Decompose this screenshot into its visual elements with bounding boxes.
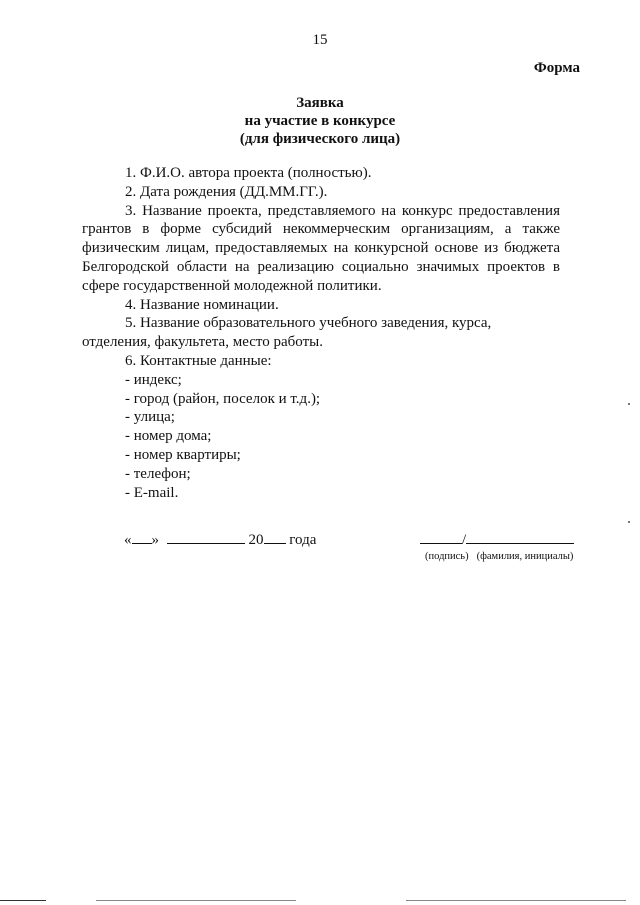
contact-street: - улица; bbox=[125, 409, 175, 426]
date-line bbox=[124, 531, 316, 549]
item-full-name: 1. Ф.И.О. автора проекта (полностью). bbox=[125, 165, 372, 181]
name-blank bbox=[466, 531, 574, 544]
scan-speck bbox=[628, 521, 630, 523]
item-birth-date: 2. Дата рождения (ДД.ММ.ГГ.). bbox=[125, 183, 328, 200]
item-nomination: 4. Название номинации. bbox=[125, 296, 279, 313]
date-close-quote: » bbox=[151, 532, 159, 548]
title-line-2: на участие в конкурсе bbox=[244, 113, 396, 129]
year-suffix: года bbox=[289, 532, 317, 548]
contact-city: - город (район, поселок и т.д.); bbox=[125, 390, 321, 407]
signature-blank bbox=[420, 531, 462, 544]
scan-edge-mark bbox=[0, 900, 46, 901]
contact-index: - индекс; bbox=[125, 371, 182, 388]
item-education-work: 5. Название образовательного учебного заведения, курса, отделения, факультета, место работы. bbox=[82, 315, 492, 351]
contact-phone: - телефон; bbox=[125, 465, 191, 482]
title-line-3: (для физического лица) bbox=[239, 131, 401, 147]
item-contacts: 6. Контактные данные: bbox=[125, 352, 272, 369]
date-open-quote: « bbox=[124, 532, 132, 548]
signature-line bbox=[420, 531, 574, 549]
scan-edge-mark bbox=[406, 900, 626, 901]
contact-email: - E-mail. bbox=[125, 484, 179, 501]
contact-house: - номер дома; bbox=[125, 428, 212, 445]
contact-apartment: - номер квартиры; bbox=[125, 446, 241, 463]
year-prefix: 20 bbox=[248, 532, 264, 548]
application-body bbox=[82, 164, 560, 502]
month-blank bbox=[167, 531, 245, 544]
title-line-1: Заявка bbox=[296, 95, 344, 111]
signature-caption bbox=[425, 551, 573, 562]
caption-signature: (подпись) bbox=[425, 551, 469, 562]
signature-separator: / bbox=[462, 532, 467, 548]
scan-edge-mark bbox=[96, 900, 296, 901]
scan-speck bbox=[628, 403, 630, 405]
document-title bbox=[0, 94, 640, 148]
item-project-name: 3. Название проекта, представляемого на конкурс предоставления грантов в форме субсидий некоммерческим организациям, а также физическим лицам, предоставляемых на конкурсной основе из бюджета Белгородской области на реализацию социально значимых проектов в сфере государственной молодежной политики. bbox=[82, 202, 560, 294]
form-label: Форма bbox=[533, 60, 580, 76]
day-blank bbox=[132, 531, 152, 544]
year-blank bbox=[264, 531, 286, 544]
page-number: 15 bbox=[312, 32, 328, 48]
caption-name: (фамилия, инициалы) bbox=[476, 551, 574, 562]
